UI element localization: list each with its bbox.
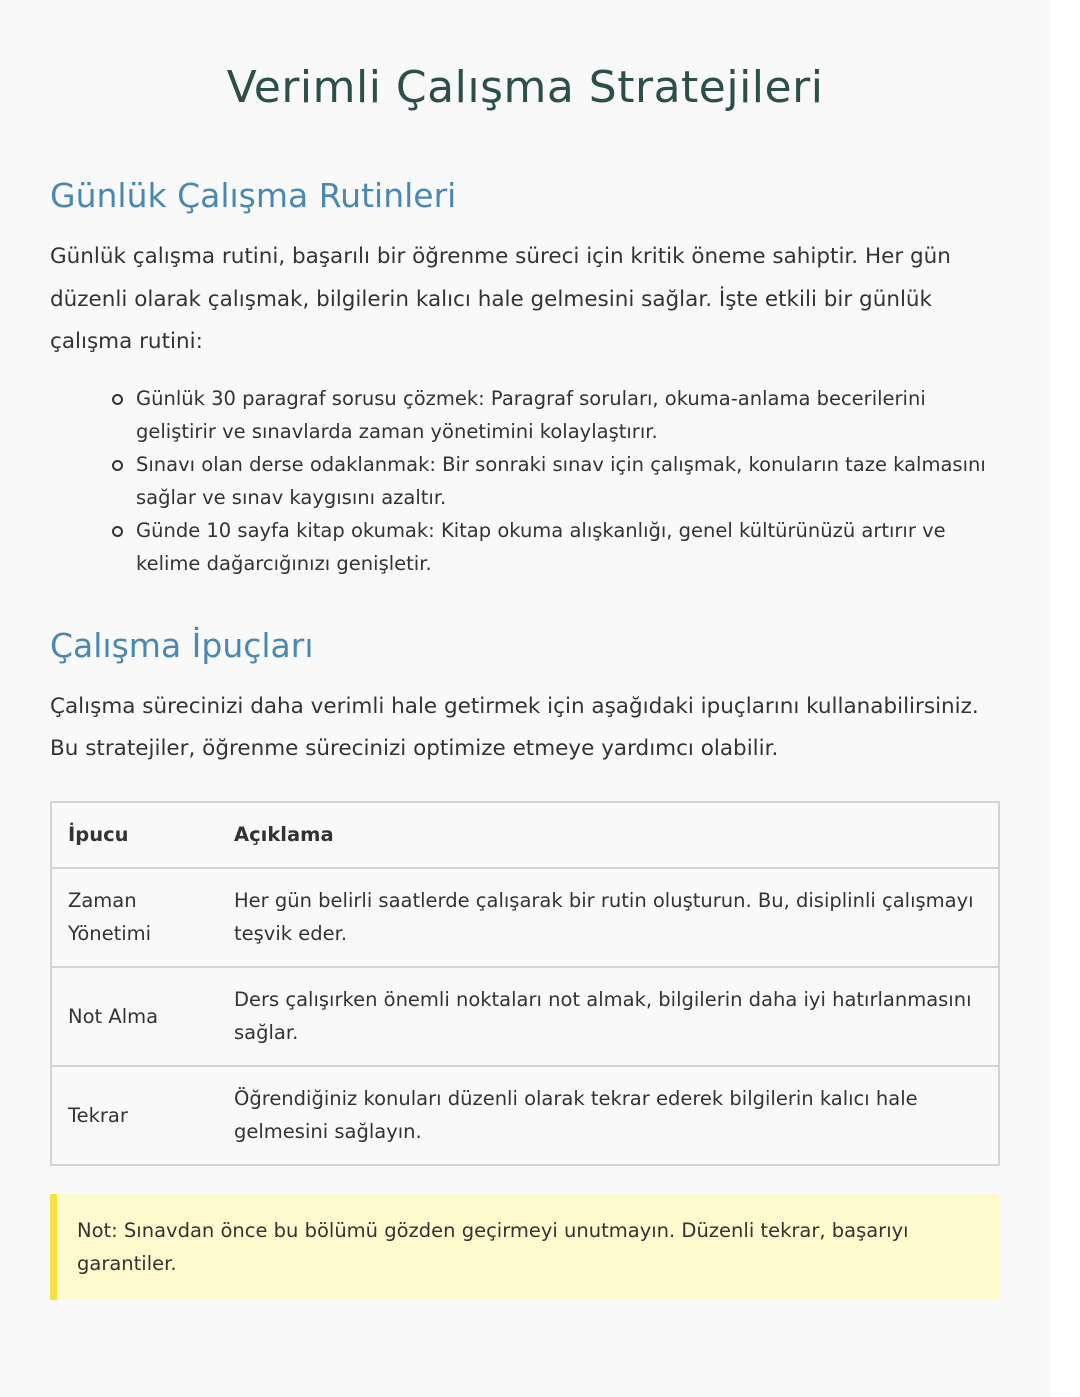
table-cell: Zaman Yönetimi (51, 868, 218, 967)
tips-table (50, 801, 1000, 1166)
list-item (136, 382, 1000, 448)
list-item (136, 448, 1000, 514)
table-header-row (51, 802, 999, 868)
list-item-text: Sınavı olan derse odaklanmak: Bir sonraki sınav için çalışmak, konuların taze kalmasını sağlar ve sınav kaygısını azaltır. (136, 452, 986, 509)
table-cell: Tekrar (51, 1066, 218, 1165)
list-item-text: Günde 10 sayfa kitap okumak: Kitap okuma alışkanlığı, genel kültürünüzü artırır ve kelime dağarcığınızı genişletir. (136, 518, 946, 575)
page-title: Verimli Çalışma Stratejileri (226, 62, 824, 113)
section-heading-tips: Çalışma İpuçları (50, 625, 314, 665)
bullet-icon (112, 526, 123, 537)
table-cell: Öğrendiğiniz konuları düzenli olarak tekrar ederek bilgilerin kalıcı hale gelmesini sağlayın. (218, 1066, 999, 1165)
bullet-icon (112, 460, 123, 471)
note-callout: Not: Sınavdan önce bu bölümü gözden geçirmeyi unutmayın. Düzenli tekrar, başarıyı garantiler. (50, 1194, 1000, 1300)
table-cell: Her gün belirli saatlerde çalışarak bir rutin oluşturun. Bu, disiplinli çalışmayı teşvik eder. (218, 868, 999, 967)
section-heading-routines: Günlük Çalışma Rutinleri (50, 176, 457, 215)
table-row (51, 967, 999, 1066)
table-cell: Not Alma (51, 967, 218, 1066)
bullet-icon (112, 394, 123, 405)
column-header: İpucu (51, 802, 218, 868)
section-intro-routines: Günlük çalışma rutini, başarılı bir öğrenme süreci için kritik öneme sahiptir. Her gün düzenli olarak çalışmak, bilgilerin kalıcı hale gelmesini sağlar. İşte etkili bir günlük çalışma rutini: (50, 244, 951, 354)
column-header: Açıklama (218, 802, 999, 868)
table-row (51, 868, 999, 967)
list-item-text: Günlük 30 paragraf sorusu çözmek: Paragraf soruları, okuma-anlama becerilerini geliştirir ve sınavlarda zaman yönetimini kolaylaştırır. (136, 386, 926, 443)
section-intro-tips: Çalışma sürecinizi daha verimli hale getirmek için aşağıdaki ipuçlarını kullanabilirsiniz. Bu stratejiler, öğrenme sürecinizi optimize etmeye yardımcı olabilir. (50, 693, 979, 761)
table-row (51, 1066, 999, 1165)
table-cell: Ders çalışırken önemli noktaları not almak, bilgilerin daha iyi hatırlanmasını sağlar. (218, 967, 999, 1066)
list-item (136, 514, 1000, 580)
routine-list (50, 382, 1000, 580)
document-content (50, 0, 1000, 1300)
